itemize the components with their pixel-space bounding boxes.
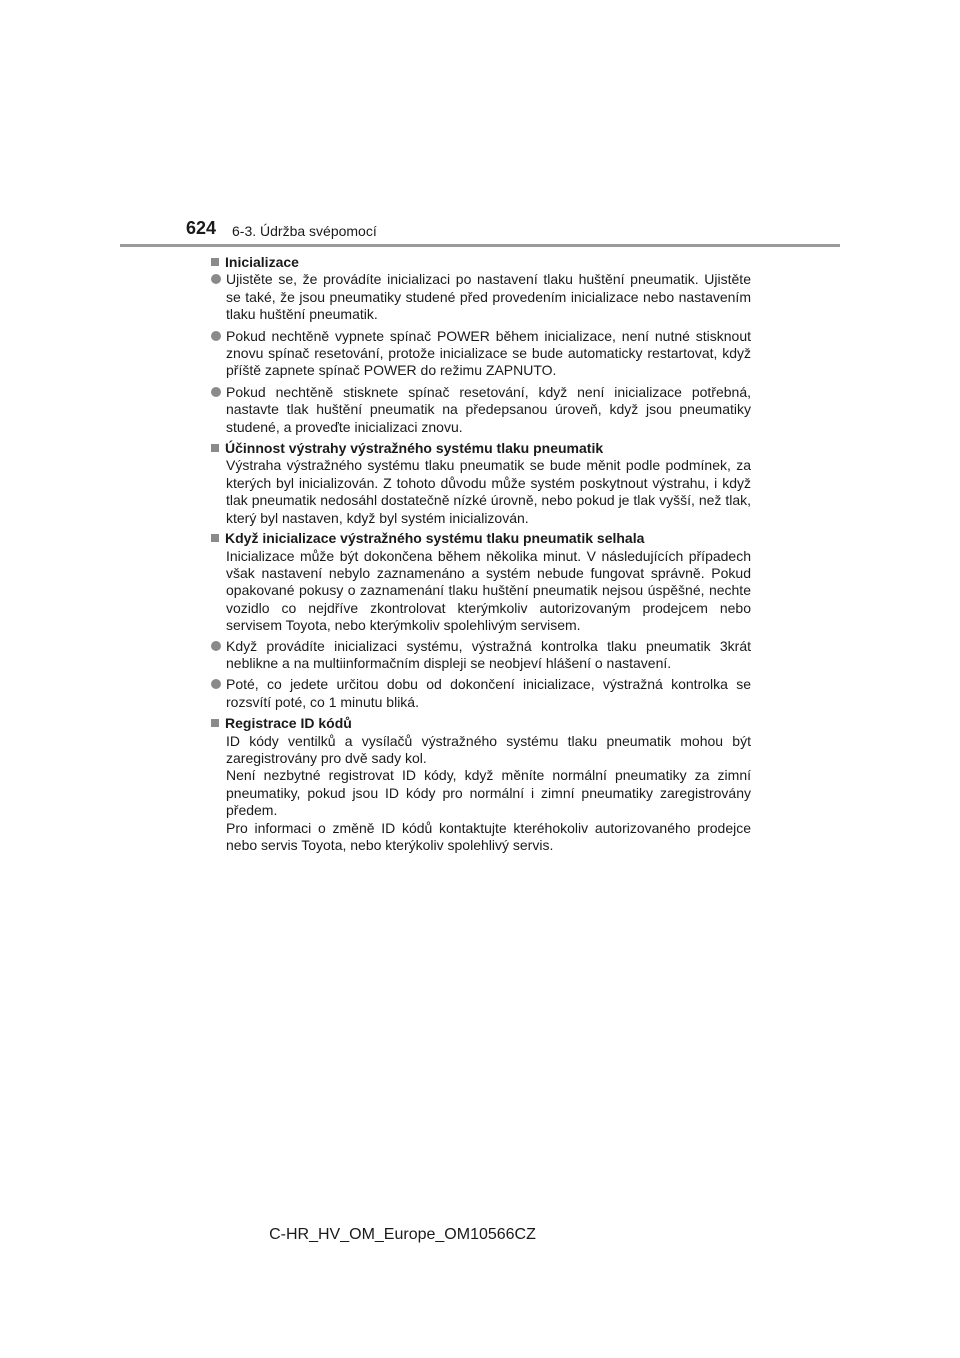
bullet-item (211, 384, 751, 436)
square-bullet-icon (211, 444, 219, 452)
document-code: C-HR_HV_OM_Europe_OM10566CZ (269, 1226, 536, 1243)
circle-bullet-icon (211, 274, 221, 284)
section-id-code-registration (211, 715, 751, 854)
bullet-item (211, 676, 751, 711)
bullet-item (211, 271, 751, 323)
paragraph: Výstraha výstražného systému tlaku pneumatik se bude měnit podle podmínek, za kterých byl inicializován. Z tohoto důvodu může systém poskytnout výstrahu, i když tlak pneumatik nedosáhl dostatečně nízké úrovně, nebo pokud je tlak vyšší, než tlak, který byl nastaven, když byl systém inicializován. (226, 457, 751, 526)
bullet-text: Pokud nechtěně stisknete spínač resetování, když není inicializace potřebná, nastavte tlak huštění pneumatik na předepsanou úroveň, když jsou pneumatiky studené, a proveďte inicializaci znovu. (226, 383, 751, 435)
section-warning-effectiveness (211, 440, 751, 527)
paragraph: Pro informaci o změně ID kódů kontaktujte kteréhokoliv autorizovaného prodejce nebo servis Toyota, nebo kterýkoliv spolehlivý servis. (226, 819, 751, 853)
section-heading (211, 254, 751, 271)
section-initialization-failed (211, 530, 751, 711)
bullet-item (211, 638, 751, 673)
bullet-text: Poté, co jedete určitou dobu od dokončení inicializace, výstražná kontrolka se rozsvítí poté, co 1 minutu bliká. (226, 676, 751, 710)
circle-bullet-icon (211, 331, 221, 341)
square-bullet-icon (211, 534, 219, 542)
section-heading (211, 440, 751, 457)
square-bullet-icon (211, 719, 219, 727)
heading-text: Když inicializace výstražného systému tlaku pneumatik selhala (225, 530, 645, 547)
header-rule (120, 244, 840, 247)
circle-bullet-icon (211, 641, 221, 651)
content (211, 254, 751, 857)
square-bullet-icon (211, 258, 219, 266)
heading-text: Účinnost výstrahy výstražného systému tlaku pneumatik (225, 440, 604, 457)
bullet-item (211, 328, 751, 380)
page-number: 624 (186, 218, 217, 238)
section-heading (211, 715, 751, 732)
paragraph: Není nezbytné registrovat ID kódy, když měníte normální pneumatiky za zimní pneumatiky, pokud jsou ID kódy pro normální i zimní pneumatiky zaregistrovány předem. (226, 767, 751, 819)
heading-text: Inicializace (225, 254, 299, 270)
bullet-text: Ujistěte se, že provádíte inicializaci po nastavení tlaku huštění pneumatik. Ujistěte se také, že jsou pneumatiky studené před provedením inicializace nebo nastavením tlaku huštění pneumatik. (226, 271, 751, 323)
circle-bullet-icon (211, 679, 221, 689)
circle-bullet-icon (211, 387, 221, 397)
paragraph: ID kódy ventilků a vysílačů výstražného systému tlaku pneumatik mohou být zaregistrovány pro dvě sady kol. (226, 732, 751, 766)
paragraph: Inicializace může být dokončena během několika minut. V následujících případech však nastavení nebylo zaznamenáno a systém nebude fungovat správně. Pokud opakované pokusy o zaznamenání tlaku huštění pneumatik nejsou úspěšné, nechte vozidlo co nejdříve zkontrolovat kterýmkoliv autorizovaným prodejcem nebo servisem Toyota, nebo kterýmkoliv spolehlivým servisem. (226, 547, 751, 634)
section-initialization (211, 254, 751, 436)
section-title: 6-3. Údržba svépomocí (232, 223, 377, 239)
footer (0, 1225, 960, 1245)
bullet-text: Když provádíte inicializaci systému, výstražná kontrolka tlaku pneumatik 3krát neblikne a na multiinformačním displeji se neobjeví hlášení o nastavení. (226, 637, 751, 671)
bullet-text: Pokud nechtěně vypnete spínač POWER během inicializace, není nutné stisknout znovu spínač resetování, protože inicializace se bude automaticky restartovat, když příště zapnete spínač POWER do režimu ZAPNUTO. (226, 327, 751, 379)
heading-text: Registrace ID kódů (225, 715, 352, 732)
section-heading (211, 530, 751, 547)
